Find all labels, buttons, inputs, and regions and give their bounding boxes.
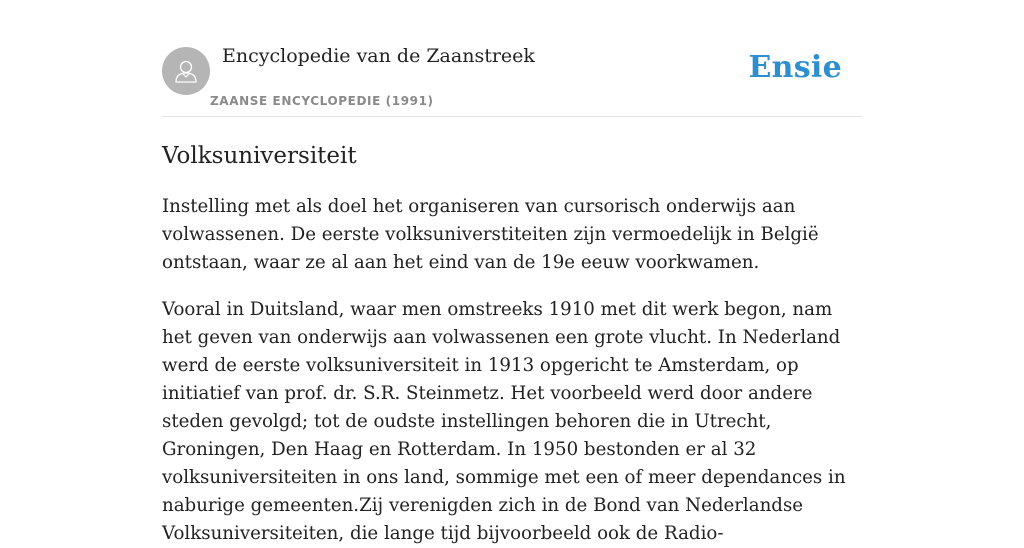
paragraph: Instelling met als doel het organiseren van cursorisch onderwijs aan volwassenen. De eerste volksuniverstiteiten zijn vermoedelijk in België ontstaan, waar ze al aan het eind van de 19e eeuw voorkwamen. — [162, 196, 819, 273]
content-container — [162, 0, 862, 548]
entry-title: Volksuniversiteit — [162, 143, 357, 169]
source-subtitle[interactable]: ZAANSE ENCYCLOPEDIE (1991) — [210, 94, 434, 108]
source-title[interactable]: Encyclopedie van de Zaanstreek — [222, 45, 535, 67]
brand-logo[interactable]: Ensie — [748, 50, 842, 85]
entry-body — [162, 193, 862, 548]
page-header — [162, 0, 862, 117]
avatar[interactable] — [162, 47, 210, 95]
user-icon — [171, 56, 201, 86]
paragraph: Vooral in Duitsland, waar men omstreeks 1910 met dit werk begon, nam het geven van onderwijs aan volwassenen een grote vlucht. In Nederland werd de eerste volksuniversiteit in 1913 opgericht te Amsterdam, op initiatief van prof. dr. S.R. Steinmetz. Het voorbeeld werd door andere steden gevolgd; tot de oudste instellingen behoren die in Utrecht, Groningen, Den Haag en Rotterdam. In 1950 bestonden er al 32 volksuniversiteiten in ons land, sommige met een of meer dependances in naburige gemeenten.Zij verenigden zich in de Bond van Nederlandse Volksuniversiteiten, die lange tijd bijvoorbeeld ook de Radio- — [162, 299, 846, 544]
